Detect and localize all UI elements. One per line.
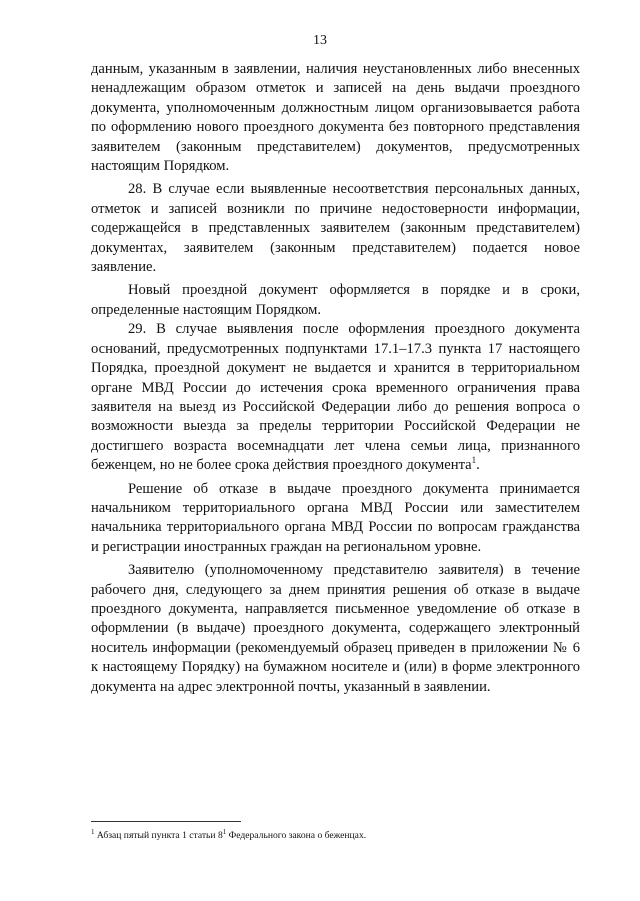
paragraph-28: 28. В случае если выявленные несоответствия персональных данных, отметок и записей возникли по причине недостоверности информации, содержащейся в представленных заявителем (законным представителем) документах, заявителем (законным представителем) подается новое заявление. bbox=[91, 181, 580, 276]
footnote-ref: 1 bbox=[471, 455, 477, 466]
footnote: $^1$ Абзац пятый пункта 1 статьи $8^1$ Федерального закона о беженцах. bbox=[91, 827, 367, 841]
document-body bbox=[91, 60, 580, 697]
paragraph-new-document: Новый проездной документ оформляется в порядке и в сроки, определенные настоящим Порядком. bbox=[91, 282, 580, 318]
footnote-separator bbox=[91, 821, 241, 822]
paragraph-notification: Заявителю (уполномоченному представителю заявителя) в течение рабочего дня, следующего за днем принятия решения об отказе в выдаче проездного документа, направляется письменное уведомление об отказе в оформлении (в выдаче) проездного документа, содержащего электронный носитель информации (рекомендуемый образец приведен в приложении № 6 к настоящему Порядку) на бумажном носителе и (или) в форме электронного документа на адрес электронной почты, указанный в заявлении. bbox=[91, 562, 580, 695]
paragraph-continuation: данным, указанным в заявлении, наличия неустановленных либо внесенных ненадлежащим образом отметок и записей на день выдачи проездного документа, уполномоченным должностным лицом организовывается работа по оформлению нового проездного документа без повторного представления заявителем (законным представителем) документов, предусмотренных настоящим Порядком. bbox=[91, 61, 580, 175]
paragraph-refusal-decision: Решение об отказе в выдаче проездного документа принимается начальником территориального органа МВД России или заместителем начальника территориального органа МВД России по вопросам гражданства и регистрации иностранных граждан на региональном уровне. bbox=[91, 480, 580, 555]
footnote-mark: 1 bbox=[91, 827, 95, 836]
page-number: 13 bbox=[313, 33, 327, 48]
footnote-text: Абзац пятый пункта 1 статьи 8 bbox=[96, 830, 223, 841]
footnote-article-sup: 1 bbox=[222, 827, 227, 836]
paragraph-29: 29. В случае выявления после оформления проездного документа оснований, предусмотренных подпунктами 17.1–17.3 пункта 17 настоящего Порядка, проездной документ не выдается и хранится в территориальном органе МВД России до истечения срока временного ограничения права заявителя на выезд из Российской Федерации либо до решения вопроса о возможности выезда за пределы территории Российской Федерации не достигшего возраста восемнадцати лет члена семьи лица, признанного беженцем, но не более срока действия проездного документа$^1$. bbox=[91, 321, 580, 474]
